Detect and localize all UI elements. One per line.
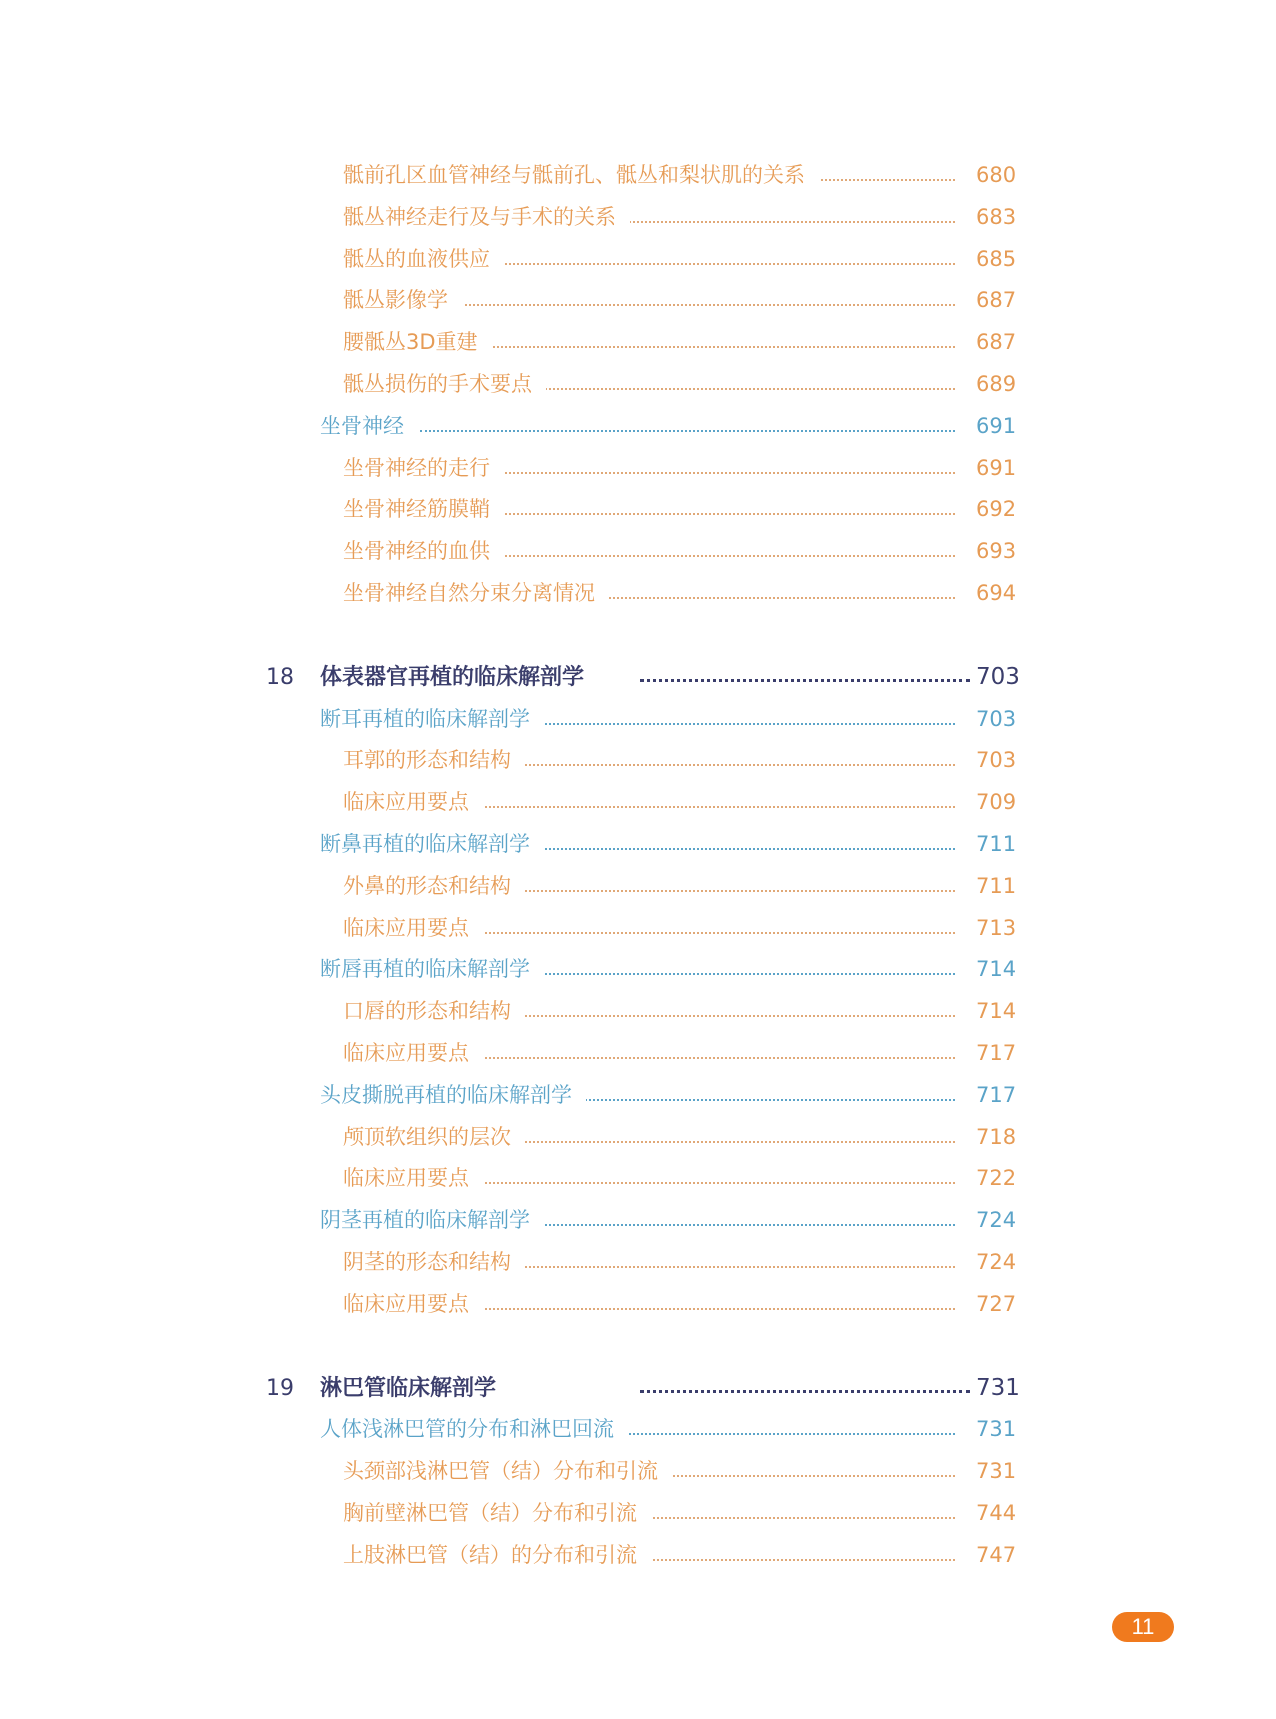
- toc-entry-title: 临床应用要点: [343, 1158, 483, 1200]
- dot-leader: [460, 555, 955, 557]
- toc-subsection-row[interactable]: [0, 197, 1276, 239]
- toc-entry-title: 骶丛神经走行及与手术的关系: [343, 197, 630, 239]
- toc-entry-title: 骶丛损伤的手术要点: [343, 364, 546, 406]
- toc-subsection-row[interactable]: [0, 1284, 1276, 1326]
- toc-page-number: 685: [976, 246, 1017, 271]
- toc-entry-title: 临床应用要点: [343, 1033, 483, 1075]
- toc-entry-title: 坐骨神经自然分束分离情况: [343, 573, 609, 615]
- toc-entry-title: 坐骨神经筋膜鞘: [343, 489, 504, 531]
- dot-leader: [640, 679, 970, 682]
- toc-page-number: 717: [976, 1082, 1017, 1107]
- toc-subsection-row[interactable]: [0, 531, 1276, 573]
- dot-leader: [460, 263, 955, 265]
- toc-section-row[interactable]: [0, 949, 1276, 991]
- toc-spacer: [0, 615, 1276, 657]
- toc-page-number: 713: [976, 915, 1017, 940]
- toc-page-number: 683: [976, 204, 1017, 229]
- toc-entry-title: 颅顶软组织的层次: [343, 1117, 525, 1159]
- dot-leader: [460, 764, 955, 766]
- toc-page-number: 711: [976, 831, 1017, 856]
- toc-page-number: 714: [976, 999, 1017, 1024]
- toc-subsection-row[interactable]: [0, 280, 1276, 322]
- toc-subsection-row[interactable]: [0, 1033, 1276, 1075]
- toc-subsection-row[interactable]: [0, 448, 1276, 490]
- dot-leader: [460, 806, 955, 808]
- dot-leader: [460, 1015, 955, 1017]
- dot-leader: [460, 932, 955, 934]
- toc-section-row[interactable]: [0, 824, 1276, 866]
- toc-subsection-row[interactable]: [0, 991, 1276, 1033]
- toc-entry-title: 腰骶丛3D重建: [343, 322, 492, 364]
- toc-page-number: 711: [976, 873, 1017, 898]
- dot-leader: [460, 1308, 955, 1310]
- dot-leader: [640, 1390, 970, 1393]
- toc-entry-title: 坐骨神经: [320, 406, 418, 448]
- toc-page-number: 744: [976, 1500, 1017, 1525]
- toc-chapter-row[interactable]: [0, 1368, 1276, 1410]
- toc-entry-title: 骶丛影像学: [343, 280, 462, 322]
- toc-entry-title: 阴茎再植的临床解剖学: [320, 1200, 544, 1242]
- toc-entry-title: 头皮撕脱再植的临床解剖学: [320, 1075, 586, 1117]
- toc-page-number: 687: [976, 330, 1017, 355]
- toc-subsection-row[interactable]: [0, 364, 1276, 406]
- toc-entry-title: 坐骨神经的走行: [343, 448, 504, 490]
- toc-subsection-row[interactable]: [0, 908, 1276, 950]
- toc-page-number: 709: [976, 790, 1017, 815]
- toc-page-number: 731: [976, 1374, 1020, 1401]
- chapter-number: 19: [266, 1375, 294, 1401]
- toc-subsection-row[interactable]: [0, 489, 1276, 531]
- toc-subsection-row[interactable]: [0, 740, 1276, 782]
- toc-entry-title: 阴茎的形态和结构: [343, 1242, 525, 1284]
- toc-page-number: 691: [976, 413, 1017, 438]
- toc-section-row[interactable]: [0, 1075, 1276, 1117]
- toc-page-number: 687: [976, 288, 1017, 313]
- toc-subsection-row[interactable]: [0, 1493, 1276, 1535]
- toc-entry-title: 淋巴管临床解剖学: [320, 1368, 510, 1410]
- toc-subsection-row[interactable]: [0, 239, 1276, 281]
- toc-page-number: 731: [976, 1417, 1017, 1442]
- toc-page-number: 727: [976, 1291, 1017, 1316]
- toc-subsection-row[interactable]: [0, 155, 1276, 197]
- dot-leader: [460, 513, 955, 515]
- toc-entry-title: 断唇再植的临床解剖学: [320, 949, 544, 991]
- toc-entry-title: 外鼻的形态和结构: [343, 866, 525, 908]
- toc-page-number: 692: [976, 497, 1017, 522]
- toc-subsection-row[interactable]: [0, 1242, 1276, 1284]
- toc-subsection-row[interactable]: [0, 1117, 1276, 1159]
- dot-leader: [460, 346, 955, 348]
- toc-entry-title: 体表器官再植的临床解剖学: [320, 657, 598, 699]
- toc-page-number: 691: [976, 455, 1017, 480]
- toc-subsection-row[interactable]: [0, 322, 1276, 364]
- toc-chapter-row[interactable]: [0, 657, 1276, 699]
- dot-leader: [460, 1182, 955, 1184]
- toc-subsection-row[interactable]: [0, 866, 1276, 908]
- toc-page-number: 703: [976, 748, 1017, 773]
- toc-entry-title: 坐骨神经的血供: [343, 531, 504, 573]
- dot-leader: [460, 1266, 955, 1268]
- chapter-number: 18: [266, 664, 294, 690]
- toc-page-number: 722: [976, 1166, 1017, 1191]
- dot-leader: [460, 1141, 955, 1143]
- dot-leader: [460, 304, 955, 306]
- toc-page-number: 717: [976, 1040, 1017, 1065]
- toc-page-number: 689: [976, 371, 1017, 396]
- toc-subsection-row[interactable]: [0, 1451, 1276, 1493]
- dot-leader: [460, 1057, 955, 1059]
- toc-subsection-row[interactable]: [0, 1535, 1276, 1577]
- toc-subsection-row[interactable]: [0, 782, 1276, 824]
- toc-section-row[interactable]: [0, 1409, 1276, 1451]
- toc-page-number: 680: [976, 163, 1017, 187]
- toc-page-number: 694: [976, 580, 1017, 605]
- toc-page-number: 714: [976, 957, 1017, 982]
- toc-page-number: 718: [976, 1124, 1017, 1149]
- toc-subsection-row[interactable]: [0, 573, 1276, 615]
- table-of-contents: [0, 155, 1276, 1577]
- dot-leader: [460, 890, 955, 892]
- toc-page-number: 703: [976, 663, 1020, 690]
- toc-section-row[interactable]: [0, 406, 1276, 448]
- toc-entry-title: 胸前壁淋巴管（结）分布和引流: [343, 1493, 651, 1535]
- toc-entry-title: 骶前孔区血管神经与骶前孔、骶丛和梨状肌的关系: [343, 155, 819, 197]
- toc-subsection-row[interactable]: [0, 1158, 1276, 1200]
- toc-entry-title: 口唇的形态和结构: [343, 991, 525, 1033]
- toc-entry-title: 临床应用要点: [343, 1284, 483, 1326]
- toc-entry-title: 人体浅淋巴管的分布和淋巴回流: [320, 1409, 628, 1451]
- page-number-badge: 11: [1112, 1612, 1174, 1642]
- toc-page-number: 731: [976, 1459, 1017, 1484]
- dot-leader: [420, 430, 955, 432]
- toc-page-number: 693: [976, 539, 1017, 564]
- toc-spacer: [0, 1326, 1276, 1368]
- toc-page-number: 703: [976, 706, 1017, 731]
- toc-entry-title: 断鼻再植的临床解剖学: [320, 824, 544, 866]
- toc-page-number: 724: [976, 1208, 1017, 1233]
- toc-entry-title: 骶丛的血液供应: [343, 239, 504, 281]
- dot-leader: [460, 472, 955, 474]
- toc-entry-title: 临床应用要点: [343, 908, 483, 950]
- toc-page-number: 747: [976, 1542, 1017, 1567]
- toc-section-row[interactable]: [0, 1200, 1276, 1242]
- toc-section-row[interactable]: [0, 699, 1276, 741]
- toc-entry-title: 耳郭的形态和结构: [343, 740, 525, 782]
- toc-entry-title: 断耳再植的临床解剖学: [320, 699, 544, 741]
- toc-page-number: 724: [976, 1249, 1017, 1274]
- toc-entry-title: 头颈部浅淋巴管（结）分布和引流: [343, 1451, 672, 1493]
- toc-entry-title: 上肢淋巴管（结）的分布和引流: [343, 1535, 651, 1577]
- toc-entry-title: 临床应用要点: [343, 782, 483, 824]
